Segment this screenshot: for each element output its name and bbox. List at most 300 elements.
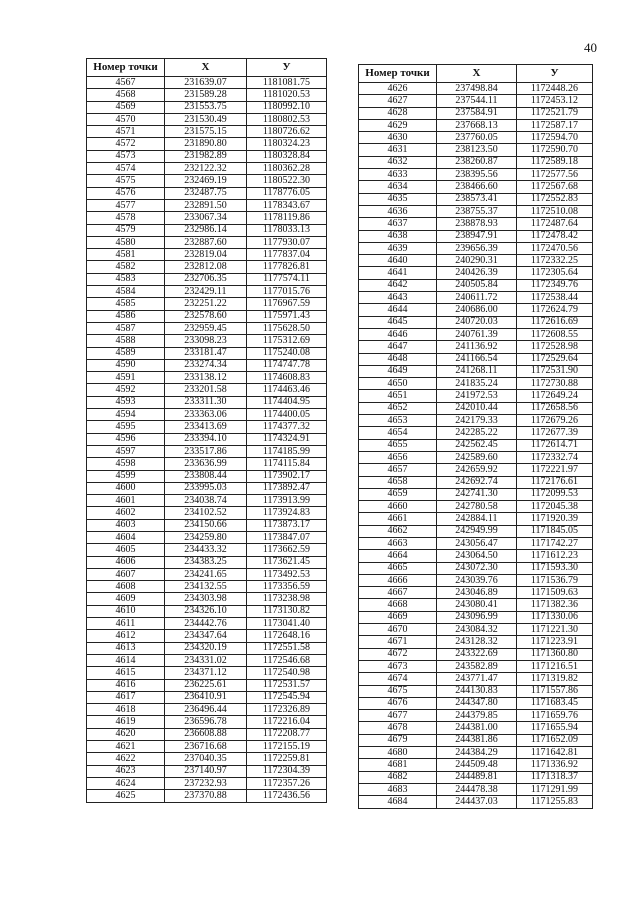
x-coordinate-cell: 232891.50 xyxy=(165,199,247,211)
y-coordinate-cell: 1173621.45 xyxy=(247,556,327,568)
point-number-cell: 4567 xyxy=(87,77,165,89)
point-number-cell: 4588 xyxy=(87,335,165,347)
point-number-cell: 4586 xyxy=(87,310,165,322)
table-row xyxy=(87,753,327,765)
x-coordinate-cell: 233394.10 xyxy=(165,433,247,445)
y-coordinate-cell: 1172594.70 xyxy=(517,132,593,144)
table-row xyxy=(359,451,593,463)
table-row xyxy=(359,697,593,709)
table-row xyxy=(87,298,327,310)
table-row xyxy=(359,427,593,439)
y-coordinate-cell: 1175312.69 xyxy=(247,335,327,347)
table-row xyxy=(359,464,593,476)
y-coordinate-cell: 1171255.83 xyxy=(517,796,593,808)
table-row xyxy=(87,593,327,605)
y-coordinate-cell: 1172589.18 xyxy=(517,156,593,168)
y-coordinate-cell: 1180328.84 xyxy=(247,150,327,162)
table-row xyxy=(359,660,593,672)
table-row xyxy=(87,175,327,187)
x-coordinate-cell: 244384.29 xyxy=(437,747,517,759)
point-number-cell: 4620 xyxy=(87,728,165,740)
point-number-cell: 4673 xyxy=(359,660,437,672)
table-row xyxy=(87,286,327,298)
table-row xyxy=(87,716,327,728)
y-coordinate-cell: 1172546.68 xyxy=(247,654,327,666)
point-number-cell: 4670 xyxy=(359,624,437,636)
table-row xyxy=(87,396,327,408)
table-row xyxy=(359,365,593,377)
y-coordinate-cell: 1172540.98 xyxy=(247,667,327,679)
point-number-cell: 4589 xyxy=(87,347,165,359)
point-number-cell: 4592 xyxy=(87,384,165,396)
x-coordinate-cell: 244437.03 xyxy=(437,796,517,808)
x-coordinate-cell: 233517.86 xyxy=(165,445,247,457)
table-row xyxy=(359,685,593,697)
x-coordinate-cell: 243096.99 xyxy=(437,611,517,623)
point-number-cell: 4597 xyxy=(87,445,165,457)
table-row xyxy=(87,150,327,162)
x-coordinate-cell: 233201.58 xyxy=(165,384,247,396)
y-coordinate-cell: 1171319.82 xyxy=(517,673,593,685)
table-row xyxy=(359,587,593,599)
table-row xyxy=(359,132,593,144)
table-row xyxy=(87,519,327,531)
y-coordinate-cell: 1172529.64 xyxy=(517,353,593,365)
point-number-cell: 4667 xyxy=(359,587,437,599)
point-number-cell: 4594 xyxy=(87,409,165,421)
x-coordinate-cell: 236410.91 xyxy=(165,691,247,703)
y-coordinate-cell: 1178776.05 xyxy=(247,187,327,199)
point-number-cell: 4619 xyxy=(87,716,165,728)
y-coordinate-cell: 1176967.59 xyxy=(247,298,327,310)
y-coordinate-cell: 1172531.90 xyxy=(517,365,593,377)
table-row xyxy=(87,741,327,753)
header-x: X xyxy=(437,65,517,83)
x-coordinate-cell: 240505.84 xyxy=(437,279,517,291)
y-coordinate-cell: 1173847.07 xyxy=(247,531,327,543)
point-number-cell: 4575 xyxy=(87,175,165,187)
x-coordinate-cell: 242562.45 xyxy=(437,439,517,451)
point-number-cell: 4603 xyxy=(87,519,165,531)
x-coordinate-cell: 232251.22 xyxy=(165,298,247,310)
header-point-number: Номер точки xyxy=(87,59,165,77)
x-coordinate-cell: 231530.49 xyxy=(165,113,247,125)
header-x: X xyxy=(165,59,247,77)
table-row xyxy=(87,765,327,777)
table-row xyxy=(87,421,327,433)
point-number-cell: 4604 xyxy=(87,531,165,543)
y-coordinate-cell: 1172577.56 xyxy=(517,169,593,181)
x-coordinate-cell: 244478.38 xyxy=(437,783,517,795)
x-coordinate-cell: 241268.11 xyxy=(437,365,517,377)
x-coordinate-cell: 236596.78 xyxy=(165,716,247,728)
y-coordinate-cell: 1175628.50 xyxy=(247,322,327,334)
point-number-cell: 4612 xyxy=(87,630,165,642)
x-coordinate-cell: 243056.47 xyxy=(437,537,517,549)
y-coordinate-cell: 1181081.75 xyxy=(247,77,327,89)
x-coordinate-cell: 242780.58 xyxy=(437,501,517,513)
header-point-number: Номер точки xyxy=(359,65,437,83)
y-coordinate-cell: 1172332.74 xyxy=(517,451,593,463)
point-number-cell: 4622 xyxy=(87,753,165,765)
x-coordinate-cell: 237370.88 xyxy=(165,790,247,802)
y-coordinate-cell: 1177930.07 xyxy=(247,236,327,248)
y-coordinate-cell: 1173924.83 xyxy=(247,507,327,519)
y-coordinate-cell: 1173130.82 xyxy=(247,605,327,617)
table-row xyxy=(87,667,327,679)
table-row xyxy=(359,144,593,156)
y-coordinate-cell: 1173873.17 xyxy=(247,519,327,531)
table-row xyxy=(359,341,593,353)
x-coordinate-cell: 244130.83 xyxy=(437,685,517,697)
y-coordinate-cell: 1174463.46 xyxy=(247,384,327,396)
x-coordinate-cell: 232887.60 xyxy=(165,236,247,248)
table-row xyxy=(359,205,593,217)
table-row xyxy=(87,470,327,482)
table-row xyxy=(359,513,593,525)
y-coordinate-cell: 1174747.78 xyxy=(247,359,327,371)
x-coordinate-cell: 237668.13 xyxy=(437,119,517,131)
y-coordinate-cell: 1172099.53 xyxy=(517,488,593,500)
y-coordinate-cell: 1171612.23 xyxy=(517,550,593,562)
y-coordinate-cell: 1174377.32 xyxy=(247,421,327,433)
table-row xyxy=(359,734,593,746)
y-coordinate-cell: 1172357.26 xyxy=(247,777,327,789)
point-number-cell: 4591 xyxy=(87,372,165,384)
point-number-cell: 4662 xyxy=(359,525,437,537)
y-coordinate-cell: 1172349.76 xyxy=(517,279,593,291)
x-coordinate-cell: 233808.44 xyxy=(165,470,247,482)
point-number-cell: 4609 xyxy=(87,593,165,605)
x-coordinate-cell: 234102.52 xyxy=(165,507,247,519)
x-coordinate-cell: 237140.97 xyxy=(165,765,247,777)
table-row xyxy=(359,156,593,168)
table-header-row xyxy=(359,65,593,83)
y-coordinate-cell: 1172259.81 xyxy=(247,753,327,765)
table-row xyxy=(87,728,327,740)
table-row xyxy=(359,267,593,279)
y-coordinate-cell: 1172649.24 xyxy=(517,390,593,402)
x-coordinate-cell: 233995.03 xyxy=(165,482,247,494)
point-number-cell: 4600 xyxy=(87,482,165,494)
table-row xyxy=(87,654,327,666)
y-coordinate-cell: 1172567.68 xyxy=(517,181,593,193)
point-number-cell: 4676 xyxy=(359,697,437,709)
table-row xyxy=(359,550,593,562)
y-coordinate-cell: 1172616.69 xyxy=(517,316,593,328)
y-coordinate-cell: 1180992.10 xyxy=(247,101,327,113)
x-coordinate-cell: 233067.34 xyxy=(165,212,247,224)
x-coordinate-cell: 237760.05 xyxy=(437,132,517,144)
table-row xyxy=(87,261,327,273)
y-coordinate-cell: 1172478.42 xyxy=(517,230,593,242)
point-number-cell: 4658 xyxy=(359,476,437,488)
x-coordinate-cell: 241166.54 xyxy=(437,353,517,365)
x-coordinate-cell: 234371.12 xyxy=(165,667,247,679)
y-coordinate-cell: 1174608.83 xyxy=(247,372,327,384)
table-row xyxy=(87,409,327,421)
table-row xyxy=(87,618,327,630)
x-coordinate-cell: 232487.75 xyxy=(165,187,247,199)
x-coordinate-cell: 242285.22 xyxy=(437,427,517,439)
table-row xyxy=(359,636,593,648)
x-coordinate-cell: 244347.80 xyxy=(437,697,517,709)
y-coordinate-cell: 1171336.92 xyxy=(517,759,593,771)
table-row xyxy=(359,353,593,365)
point-number-cell: 4593 xyxy=(87,396,165,408)
y-coordinate-cell: 1173902.17 xyxy=(247,470,327,482)
table-row xyxy=(359,230,593,242)
table-row xyxy=(359,648,593,660)
x-coordinate-cell: 240761.39 xyxy=(437,328,517,340)
point-number-cell: 4663 xyxy=(359,537,437,549)
x-coordinate-cell: 234259.80 xyxy=(165,531,247,543)
table-row xyxy=(87,433,327,445)
y-coordinate-cell: 1171593.30 xyxy=(517,562,593,574)
x-coordinate-cell: 243084.32 xyxy=(437,624,517,636)
y-coordinate-cell: 1171223.91 xyxy=(517,636,593,648)
x-coordinate-cell: 242884.11 xyxy=(437,513,517,525)
y-coordinate-cell: 1172305.64 xyxy=(517,267,593,279)
table-row xyxy=(359,488,593,500)
table-row xyxy=(87,77,327,89)
point-number-cell: 4585 xyxy=(87,298,165,310)
x-coordinate-cell: 231639.07 xyxy=(165,77,247,89)
x-coordinate-cell: 244489.81 xyxy=(437,771,517,783)
point-number-cell: 4639 xyxy=(359,242,437,254)
table-row xyxy=(87,138,327,150)
point-number-cell: 4675 xyxy=(359,685,437,697)
y-coordinate-cell: 1177826.81 xyxy=(247,261,327,273)
x-coordinate-cell: 243064.50 xyxy=(437,550,517,562)
x-coordinate-cell: 232122.32 xyxy=(165,163,247,175)
point-number-cell: 4659 xyxy=(359,488,437,500)
point-number-cell: 4608 xyxy=(87,581,165,593)
y-coordinate-cell: 1172552.83 xyxy=(517,193,593,205)
point-number-cell: 4677 xyxy=(359,710,437,722)
table-row xyxy=(87,790,327,802)
x-coordinate-cell: 232706.35 xyxy=(165,273,247,285)
y-coordinate-cell: 1172624.79 xyxy=(517,304,593,316)
x-coordinate-cell: 244381.00 xyxy=(437,722,517,734)
table-row xyxy=(87,568,327,580)
y-coordinate-cell: 1172551.58 xyxy=(247,642,327,654)
y-coordinate-cell: 1172677.39 xyxy=(517,427,593,439)
x-coordinate-cell: 244381.86 xyxy=(437,734,517,746)
table-row xyxy=(359,169,593,181)
point-number-cell: 4617 xyxy=(87,691,165,703)
table-body-right xyxy=(359,83,593,809)
x-coordinate-cell: 240290.31 xyxy=(437,255,517,267)
point-number-cell: 4661 xyxy=(359,513,437,525)
point-number-cell: 4569 xyxy=(87,101,165,113)
table-row xyxy=(359,525,593,537)
point-number-cell: 4571 xyxy=(87,126,165,138)
x-coordinate-cell: 231982.89 xyxy=(165,150,247,162)
y-coordinate-cell: 1173238.98 xyxy=(247,593,327,605)
y-coordinate-cell: 1180362.28 xyxy=(247,163,327,175)
point-number-cell: 4679 xyxy=(359,734,437,746)
y-coordinate-cell: 1174324.91 xyxy=(247,433,327,445)
table-row xyxy=(359,255,593,267)
table-row xyxy=(359,378,593,390)
x-coordinate-cell: 232812.08 xyxy=(165,261,247,273)
point-number-cell: 4664 xyxy=(359,550,437,562)
x-coordinate-cell: 242659.92 xyxy=(437,464,517,476)
table-row xyxy=(87,372,327,384)
x-coordinate-cell: 243046.89 xyxy=(437,587,517,599)
point-number-cell: 4568 xyxy=(87,89,165,101)
table-row xyxy=(87,482,327,494)
table-row xyxy=(87,556,327,568)
point-number-cell: 4674 xyxy=(359,673,437,685)
x-coordinate-cell: 240720.03 xyxy=(437,316,517,328)
y-coordinate-cell: 1172216.04 xyxy=(247,716,327,728)
y-coordinate-cell: 1171221.30 xyxy=(517,624,593,636)
point-number-cell: 4671 xyxy=(359,636,437,648)
point-number-cell: 4666 xyxy=(359,574,437,586)
y-coordinate-cell: 1172608.55 xyxy=(517,328,593,340)
table-row xyxy=(359,193,593,205)
point-number-cell: 4637 xyxy=(359,218,437,230)
x-coordinate-cell: 242741.30 xyxy=(437,488,517,500)
y-coordinate-cell: 1171509.63 xyxy=(517,587,593,599)
y-coordinate-cell: 1171536.79 xyxy=(517,574,593,586)
y-coordinate-cell: 1174115.84 xyxy=(247,458,327,470)
x-coordinate-cell: 233363.06 xyxy=(165,409,247,421)
table-row xyxy=(87,581,327,593)
point-number-cell: 4573 xyxy=(87,150,165,162)
table-row xyxy=(87,630,327,642)
x-coordinate-cell: 238947.91 xyxy=(437,230,517,242)
x-coordinate-cell: 243582.89 xyxy=(437,660,517,672)
x-coordinate-cell: 238755.37 xyxy=(437,205,517,217)
table-row xyxy=(87,310,327,322)
table-row xyxy=(359,476,593,488)
table-row xyxy=(359,316,593,328)
point-number-cell: 4680 xyxy=(359,747,437,759)
x-coordinate-cell: 237544.11 xyxy=(437,95,517,107)
y-coordinate-cell: 1174185.99 xyxy=(247,445,327,457)
x-coordinate-cell: 243080.41 xyxy=(437,599,517,611)
table-row xyxy=(359,759,593,771)
y-coordinate-cell: 1173041.40 xyxy=(247,618,327,630)
x-coordinate-cell: 240611.72 xyxy=(437,292,517,304)
y-coordinate-cell: 1172679.26 xyxy=(517,415,593,427)
point-number-cell: 4627 xyxy=(359,95,437,107)
x-coordinate-cell: 234241.65 xyxy=(165,568,247,580)
x-coordinate-cell: 234331.02 xyxy=(165,654,247,666)
table-row xyxy=(87,335,327,347)
x-coordinate-cell: 231575.15 xyxy=(165,126,247,138)
y-coordinate-cell: 1171557.86 xyxy=(517,685,593,697)
table-row xyxy=(87,642,327,654)
x-coordinate-cell: 232429.11 xyxy=(165,286,247,298)
point-number-cell: 4598 xyxy=(87,458,165,470)
point-number-cell: 4648 xyxy=(359,353,437,365)
x-coordinate-cell: 242179.33 xyxy=(437,415,517,427)
point-number-cell: 4623 xyxy=(87,765,165,777)
x-coordinate-cell: 242589.60 xyxy=(437,451,517,463)
table-row xyxy=(359,107,593,119)
table-row xyxy=(87,531,327,543)
point-number-cell: 4683 xyxy=(359,783,437,795)
y-coordinate-cell: 1171642.81 xyxy=(517,747,593,759)
x-coordinate-cell: 232578.60 xyxy=(165,310,247,322)
point-number-cell: 4614 xyxy=(87,654,165,666)
point-number-cell: 4632 xyxy=(359,156,437,168)
y-coordinate-cell: 1171652.09 xyxy=(517,734,593,746)
point-number-cell: 4625 xyxy=(87,790,165,802)
table-row xyxy=(87,199,327,211)
x-coordinate-cell: 244379.85 xyxy=(437,710,517,722)
point-number-cell: 4634 xyxy=(359,181,437,193)
x-coordinate-cell: 233636.99 xyxy=(165,458,247,470)
table-row xyxy=(359,83,593,95)
y-coordinate-cell: 1174404.95 xyxy=(247,396,327,408)
point-number-cell: 4596 xyxy=(87,433,165,445)
point-number-cell: 4576 xyxy=(87,187,165,199)
x-coordinate-cell: 243072.30 xyxy=(437,562,517,574)
y-coordinate-cell: 1171382.36 xyxy=(517,599,593,611)
table-row xyxy=(359,328,593,340)
point-number-cell: 4628 xyxy=(359,107,437,119)
y-coordinate-cell: 1172453.12 xyxy=(517,95,593,107)
x-coordinate-cell: 243771.47 xyxy=(437,673,517,685)
point-number-cell: 4678 xyxy=(359,722,437,734)
y-coordinate-cell: 1172528.98 xyxy=(517,341,593,353)
table-row xyxy=(87,704,327,716)
point-number-cell: 4611 xyxy=(87,618,165,630)
y-coordinate-cell: 1178033.13 xyxy=(247,224,327,236)
y-coordinate-cell: 1174400.05 xyxy=(247,409,327,421)
table-row xyxy=(359,771,593,783)
x-coordinate-cell: 238260.87 xyxy=(437,156,517,168)
x-coordinate-cell: 238878.93 xyxy=(437,218,517,230)
point-number-cell: 4665 xyxy=(359,562,437,574)
y-coordinate-cell: 1171330.06 xyxy=(517,611,593,623)
point-number-cell: 4587 xyxy=(87,322,165,334)
table-row xyxy=(87,691,327,703)
y-coordinate-cell: 1180802.53 xyxy=(247,113,327,125)
table-row xyxy=(87,359,327,371)
x-coordinate-cell: 234303.98 xyxy=(165,593,247,605)
x-coordinate-cell: 233098.23 xyxy=(165,335,247,347)
y-coordinate-cell: 1172590.70 xyxy=(517,144,593,156)
table-row xyxy=(359,119,593,131)
y-coordinate-cell: 1171360.80 xyxy=(517,648,593,660)
point-number-cell: 4601 xyxy=(87,495,165,507)
y-coordinate-cell: 1171659.76 xyxy=(517,710,593,722)
point-number-cell: 4652 xyxy=(359,402,437,414)
y-coordinate-cell: 1172221.97 xyxy=(517,464,593,476)
point-number-cell: 4660 xyxy=(359,501,437,513)
y-coordinate-cell: 1172487.64 xyxy=(517,218,593,230)
point-number-cell: 4624 xyxy=(87,777,165,789)
point-number-cell: 4650 xyxy=(359,378,437,390)
y-coordinate-cell: 1175971.43 xyxy=(247,310,327,322)
y-coordinate-cell: 1180726.62 xyxy=(247,126,327,138)
x-coordinate-cell: 233138.12 xyxy=(165,372,247,384)
table-row xyxy=(87,89,327,101)
y-coordinate-cell: 1171845.05 xyxy=(517,525,593,537)
table-row xyxy=(359,390,593,402)
x-coordinate-cell: 234132.55 xyxy=(165,581,247,593)
table-row xyxy=(359,747,593,759)
table-row xyxy=(359,673,593,685)
point-number-cell: 4605 xyxy=(87,544,165,556)
table-row xyxy=(359,722,593,734)
